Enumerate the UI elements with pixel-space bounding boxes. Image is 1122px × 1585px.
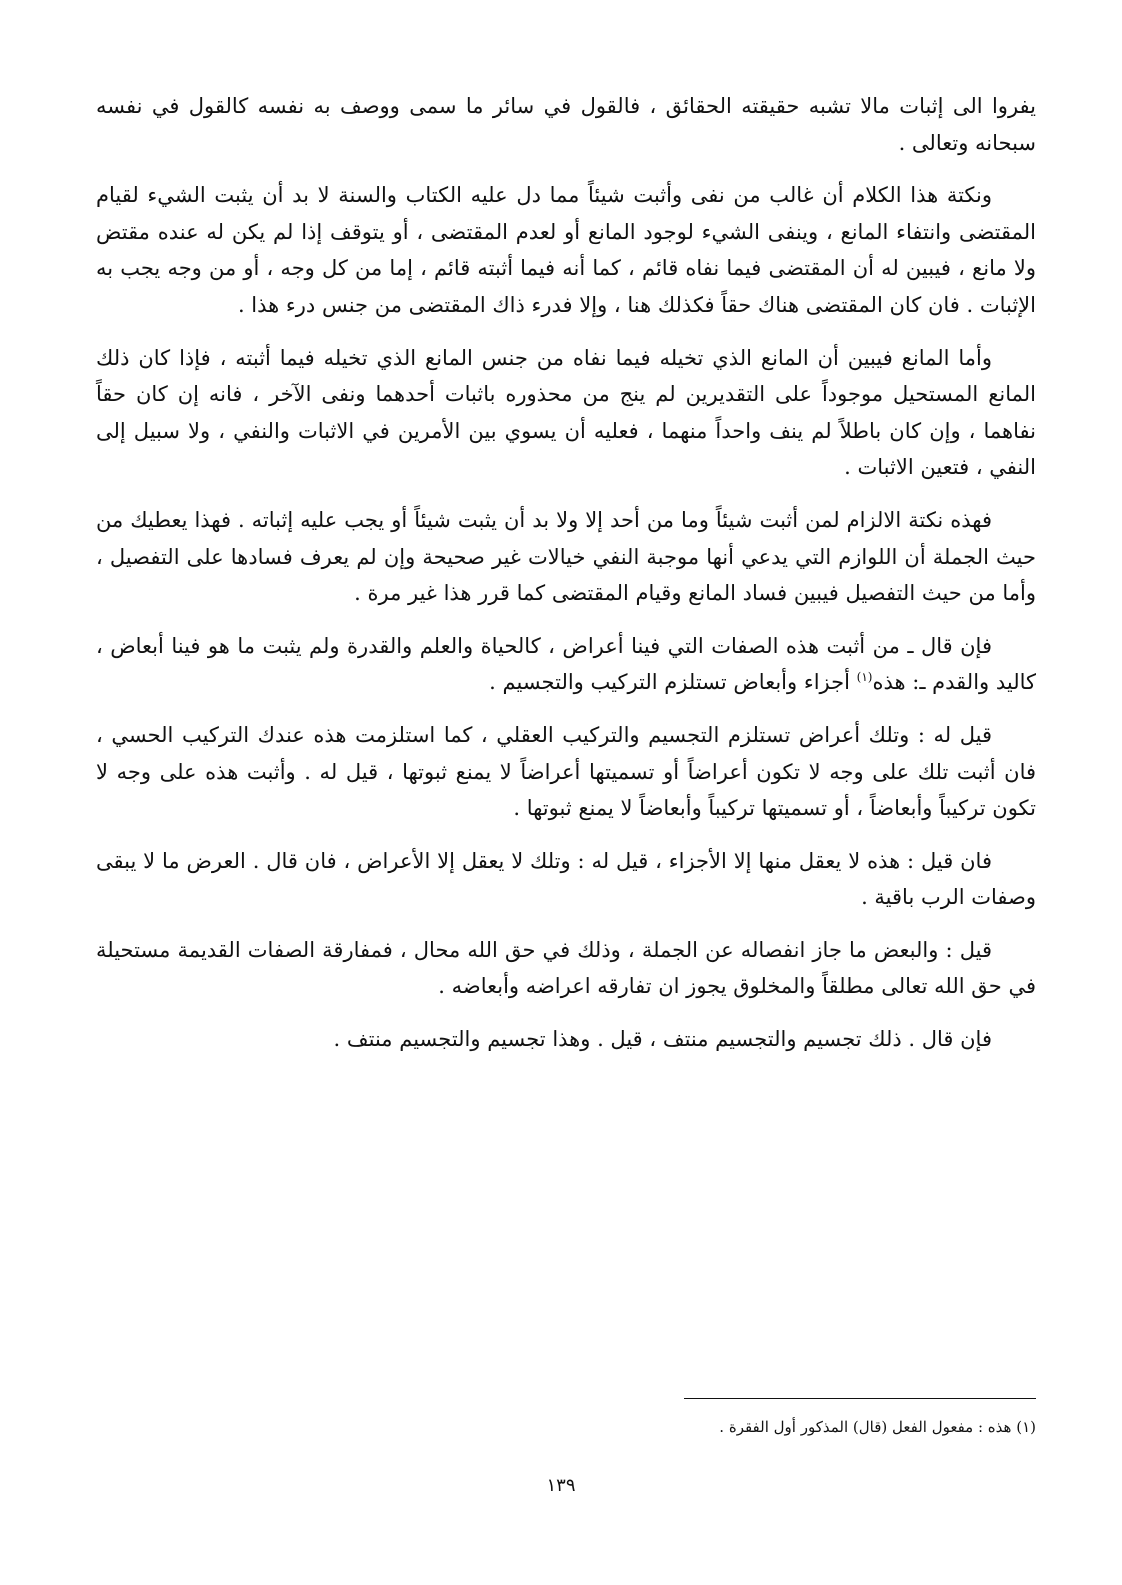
paragraph-6: قيل له : وتلك أعراض تستلزم التجسيم والتركيب العقلي ، كما استلزمت هذه عندك التركيب الحسي ، فان أثبت تلك على وجه لا تكون أعراضاً أو تسميتها أعراضاً لا يمنع ثبوتها ، قيل له . وأثبت هذه على وجه لا تكون تركيباً وأبعاضاً ، أو تسميتها تركيباً وأبعاضاً لا يمنع ثبوتها . [96,722,1036,821]
footnote-reference[interactable]: (١) [856,670,873,685]
paragraph-1: يفروا الى إثبات مالا تشبه حقيقته الحقائق ، فالقول في سائر ما سمى ووصف به نفسه كالقول في نفسه سبحانه وتعالى . [96,94,1036,155]
page-body [96,88,1036,1074]
footnote-divider [684,1398,1036,1399]
footnote: (١) هذه : مفعول الفعل (قال) المذكور أول الفقرة . [719,1418,1036,1436]
paragraph-9: فإن قال . ذلك تجسيم والتجسيم منتف ، قيل . وهذا تجسيم والتجسيم منتف . [333,1027,992,1052]
paragraph-5-tail: أجزاء وأبعاض تستلزم التركيب والتجسيم . [489,670,850,695]
paragraph-5-text: فإن قال ـ من أثبت هذه الصفات التي فينا أعراض ، كالحياة والعلم والقدرة ولم يثبت ما هو فينا أبعاض ، كاليد والقدم ـ: هذه [96,633,1036,695]
paragraph-8: قيل : والبعض ما جاز انفصاله عن الجملة ، وذلك في حق الله محال ، فمفارقة الصفات القديمة مستحيلة في حق الله تعالى مطلقاً والمخلوق يجوز ان تفارقه اعراضه وأبعاضه . [96,937,1036,999]
paragraph-2: ونكتة هذا الكلام أن غالب من نفى وأثبت شيئاً مما دل عليه الكتاب والسنة لا بد أن يثبت الشيء لقيام المقتضى وانتفاء المانع ، وينفى الشيء لوجود المانع أو لعدم المقتضى ، أو يتوقف إذا لم يكن له عنده مقتض ولا مانع ، فيبين له أن المقتضى فيما نفاه قائم ، كما أنه فيما أثبته قائم ، إما من كل وجه ، أو من وجه يجب به الإثبات . فان كان المقتضى هناك حقاً فكذلك هنا ، وإلا فدرء ذاك المقتضى من جنس درء هذا . [96,183,1036,317]
paragraph-3: وأما المانع فيبين أن المانع الذي تخيله فيما نفاه من جنس المانع الذي تخيله فيما أثبته ، فإذا كان ذلك المانع المستحيل موجوداً على التقديرين لم ينج من محذوره باثبات أحدهما ونفى الآخر ، فانه إن كان حقاً نفاهما ، وإن كان باطلاً لم ينف واحداً منهما ، فعليه أن يسوي بين الأمرين في الاثبات والنفي ، ولا سبيل إلى النفي ، فتعين الاثبات . [96,345,1036,480]
paragraph-7: فان قيل : هذه لا يعقل منها إلا الأجزاء ، قيل له : وتلك لا يعقل إلا الأعراض ، فان قال . العرض ما لا يبقى وصفات الرب باقية . [96,848,1036,910]
page-number: ١٣٩ [546,1475,576,1496]
paragraph-5 [96,628,1036,701]
paragraph-4: فهذه نكتة الالزام لمن أثبت شيئاً وما من أحد إلا ولا بد أن يثبت شيئاً أو يجب عليه إثباته . فهذا يعطيك من حيث الجملة أن اللوازم التي يدعي أنها موجبة النفي خيالات غير صحيحة وإن لم يعرف فسادها على التفصيل ، وأما من حيث التفصيل فيبين فساد المانع وقيام المقتضى كما قرر هذا غير مرة . [96,507,1036,606]
